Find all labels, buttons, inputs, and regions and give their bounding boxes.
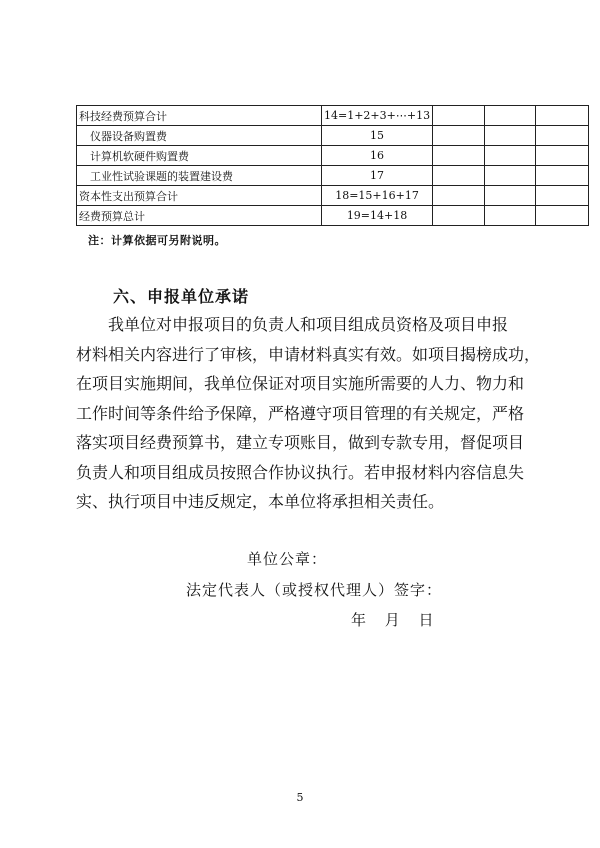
budget-value-cell [536,166,589,186]
budget-value-cell [433,166,485,186]
table-row [77,206,589,226]
budget-table [76,105,589,226]
budget-value-cell [536,206,589,226]
paragraph-line: 材料相关内容进行了审核，申请材料真实有效。如项目揭榜成功， [76,344,541,364]
paragraph-line: 工作时间等条件给予保障，严格遵守项目管理的有关规定，严格 [76,403,525,423]
table-row [77,186,589,206]
budget-value-cell [485,126,536,146]
paragraph-line: 落实项目经费预算书，建立专项账目，做到专款专用，督促项目 [76,433,525,452]
budget-value-cell [536,186,589,206]
paragraph-line: 在项目实施期间，我单位保证对项目实施所需要的人力、物力和 [76,374,525,393]
budget-value-cell [433,126,485,146]
budget-item-label: 计算机软硬件购置费 [77,146,322,166]
budget-value-cell [433,106,485,126]
budget-value-cell [485,166,536,186]
budget-value-cell [433,146,485,166]
paragraph-line: 负责人和项目组成员按照合作协议执行。若申报材料内容信息失 [76,462,525,482]
commitment-paragraph [76,310,541,517]
budget-item-label: 仪器设备购置费 [77,126,322,146]
page-number: 5 [296,791,304,804]
budget-value-cell [485,186,536,206]
section-heading: 六、申报单位承诺 [113,287,250,306]
budget-value-cell [485,106,536,126]
budget-value-cell [536,126,589,146]
paragraph-line: 实、执行项目中违反规定，本单位将承担相关责任。 [76,492,445,511]
budget-value-cell [485,206,536,226]
budget-value-cell [433,206,485,226]
budget-item-label: 资本性支出预算合计 [77,186,322,206]
budget-formula: 18=15+16+17 [322,186,433,206]
table-row [77,146,589,166]
table-row [77,166,589,186]
budget-formula: 14=1+2+3+⋯+13 [322,106,433,126]
budget-formula: 15 [322,126,433,146]
budget-item-label: 工业性试验课题的装置建设费 [77,166,322,186]
table-note: 注：计算依据可另附说明。 [88,234,226,247]
budget-formula: 16 [322,146,433,166]
paragraph-line: 我单位对申报项目的负责人和项目组成员资格及项目申报 [108,315,509,334]
budget-formula: 17 [322,166,433,186]
table-row [77,126,589,146]
table-row [77,106,589,126]
budget-item-label: 经费预算总计 [77,206,322,226]
budget-item-label: 科技经费预算合计 [77,106,322,126]
date-label: 年 月 日 [351,611,434,629]
budget-formula: 19=14+18 [322,206,433,226]
budget-value-cell [433,186,485,206]
budget-value-cell [536,106,589,126]
representative-signature-label: 法定代表人（或授权代理人）签字： [186,581,443,599]
budget-value-cell [485,146,536,166]
budget-value-cell [536,146,589,166]
seal-label: 单位公章： [247,550,328,568]
